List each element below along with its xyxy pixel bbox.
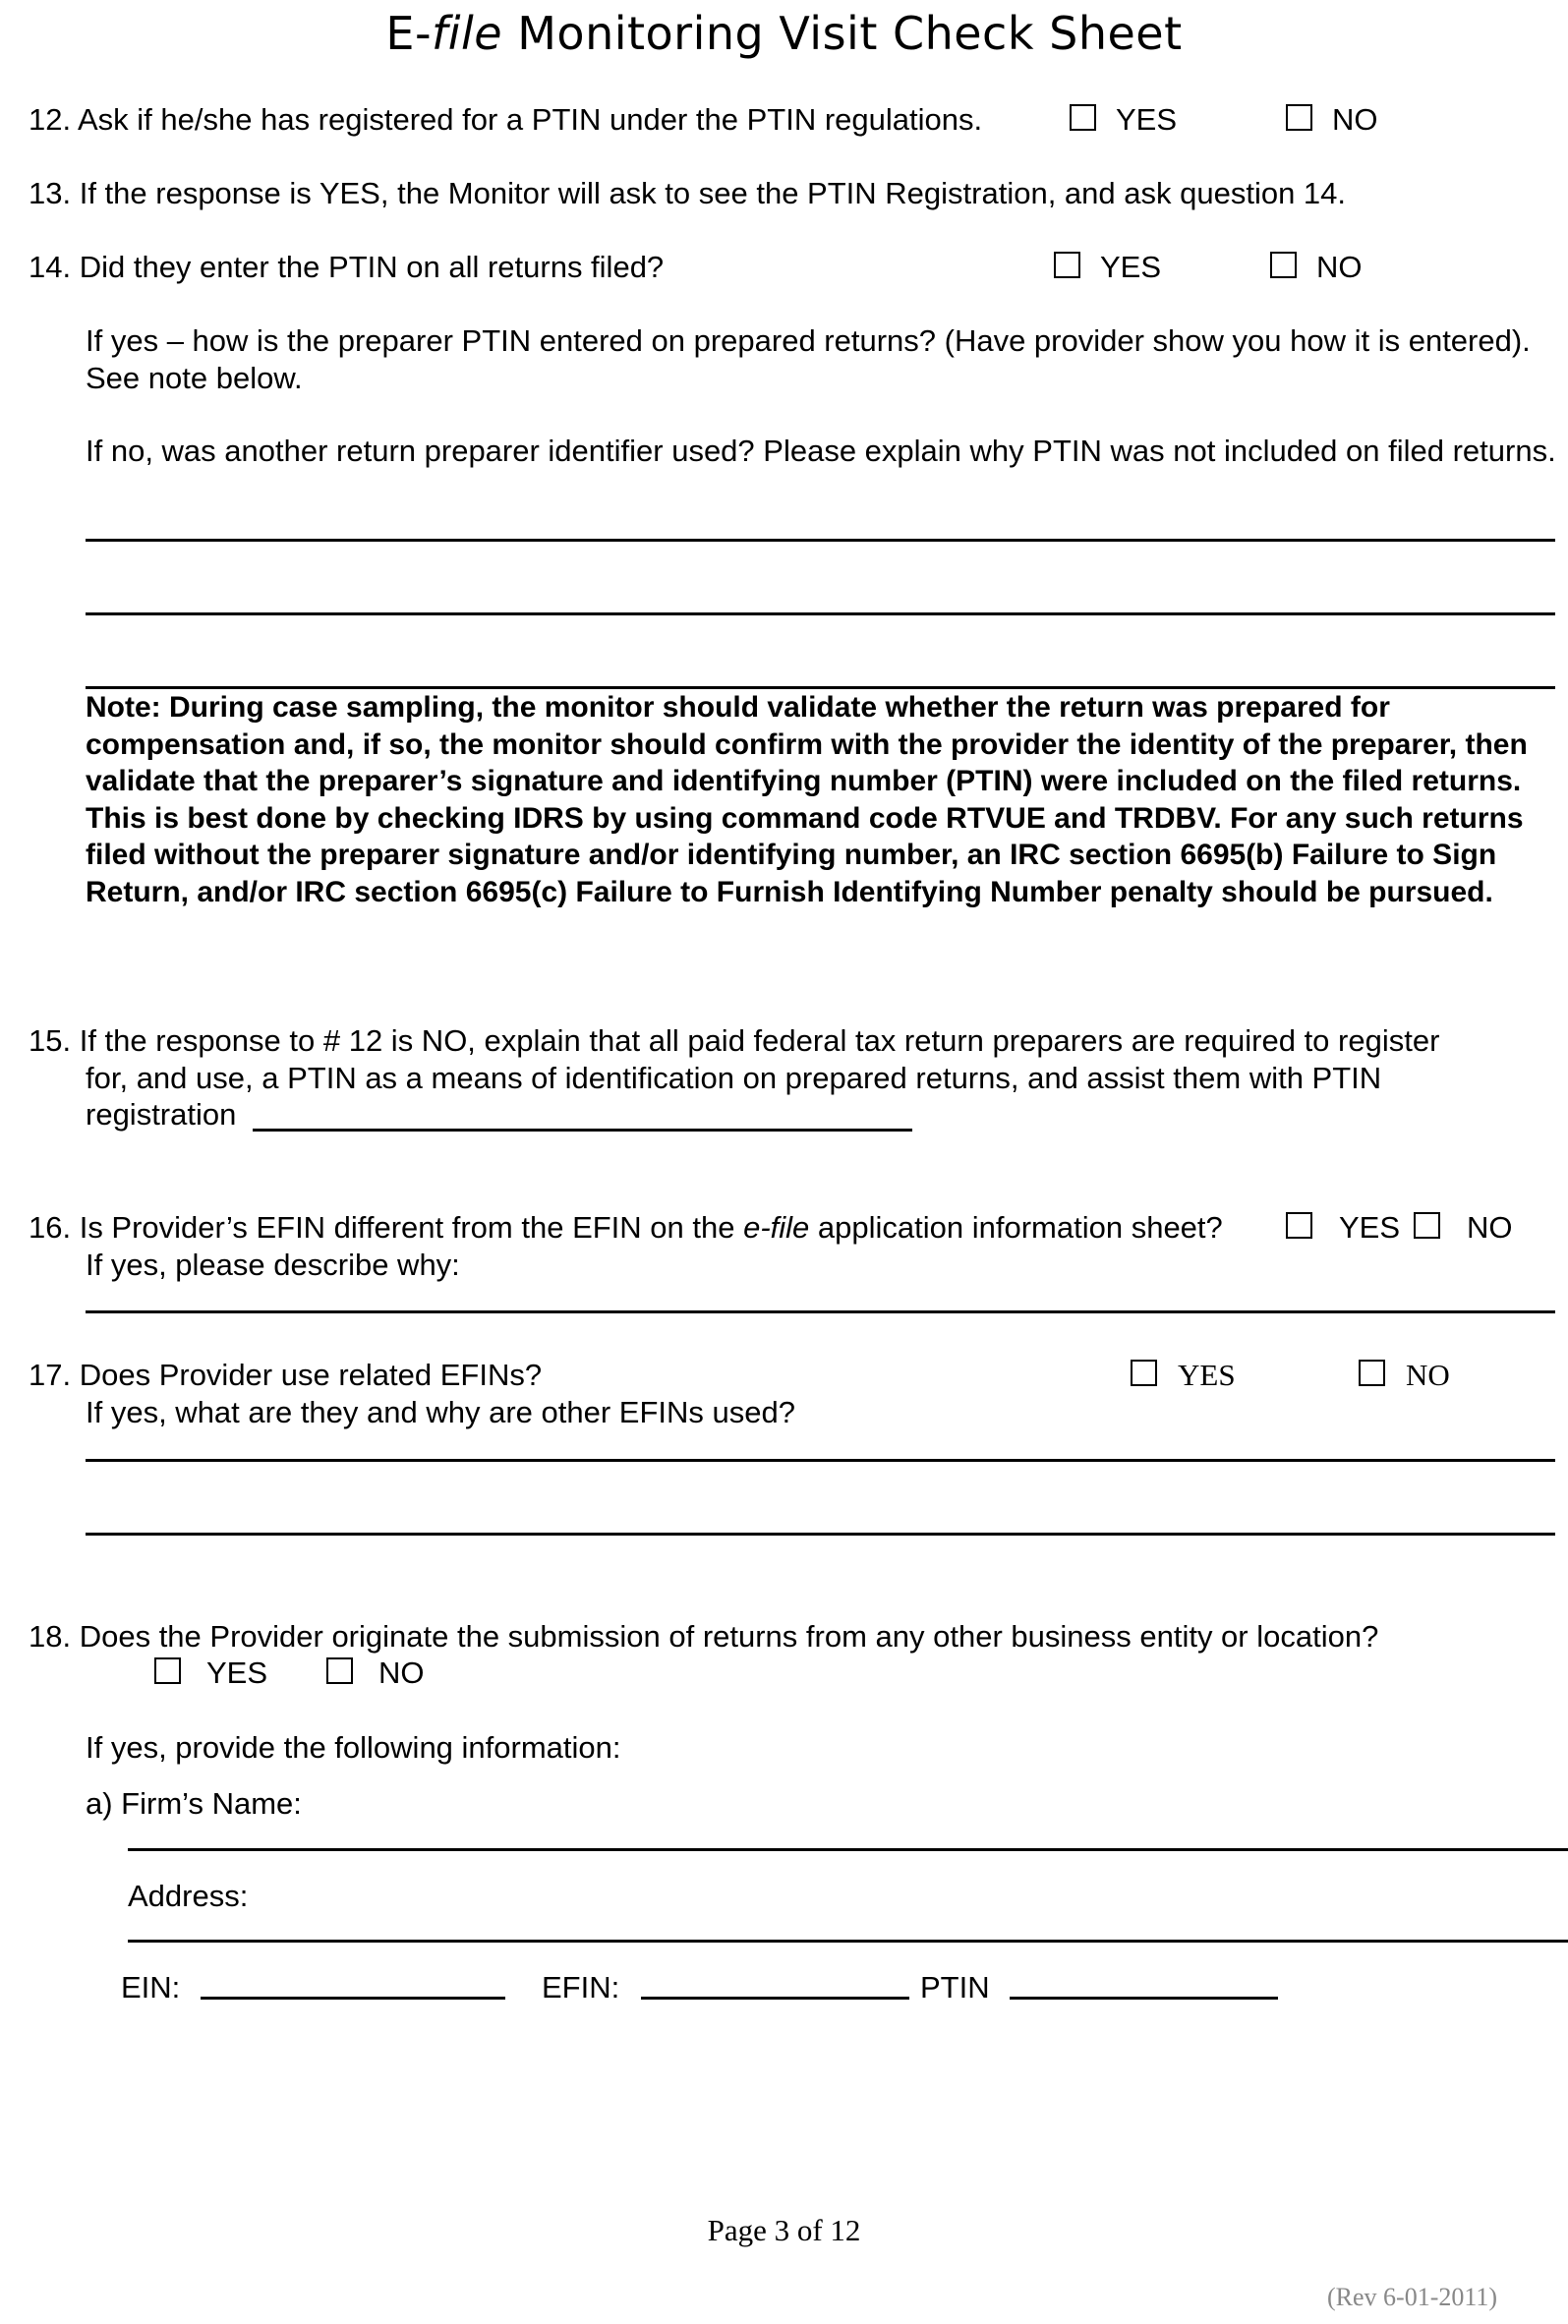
q15-registration-line[interactable]: [253, 1129, 912, 1132]
page-number: Page 3 of 12: [707, 2213, 861, 2247]
q14-answer-line-1[interactable]: [86, 539, 1555, 542]
firm-name-label: a) Firm’s Name:: [86, 1786, 302, 1821]
question-15-line-1: 15. If the response to # 12 is NO, explain that all paid federal tax return preparers are required to register: [29, 1023, 1440, 1058]
question-12-text: 12. Ask if he/she has registered for a PTIN under the PTIN regulations.: [29, 102, 983, 137]
q17-yes-label: YES: [1178, 1358, 1236, 1392]
q18-yes-checkbox[interactable]: [154, 1657, 181, 1684]
q14-yes-label: YES: [1100, 250, 1162, 284]
q14-no-checkbox[interactable]: [1270, 252, 1297, 278]
firm-name-line[interactable]: [128, 1848, 1568, 1851]
q12-no-label: NO: [1332, 102, 1378, 137]
q17-no-label: NO: [1406, 1358, 1450, 1392]
q14-yes-checkbox[interactable]: [1054, 252, 1080, 278]
q17-yes-checkbox[interactable]: [1131, 1360, 1157, 1386]
q14-answer-line-2[interactable]: [86, 612, 1555, 615]
q12-no-checkbox[interactable]: [1286, 104, 1312, 131]
question-16-text: 16. Is Provider’s EFIN different from the EFIN on the e-file application information sheet?: [29, 1210, 1223, 1245]
q18-sub-text: If yes, provide the following information:: [86, 1730, 621, 1765]
q18-no-checkbox[interactable]: [326, 1657, 353, 1684]
ptin-line[interactable]: [1010, 1997, 1278, 2000]
q16-sub-text: If yes, please describe why:: [86, 1248, 460, 1282]
q17-answer-line-1[interactable]: [86, 1459, 1555, 1462]
q18-yes-label: YES: [206, 1656, 268, 1690]
ein-label: EIN:: [121, 1970, 181, 2004]
q16-answer-line[interactable]: [86, 1310, 1555, 1313]
efin-label: EFIN:: [542, 1970, 620, 2004]
q14-no-label: NO: [1316, 250, 1363, 284]
q16-yes-checkbox[interactable]: [1286, 1212, 1312, 1239]
efin-line[interactable]: [641, 1997, 909, 2000]
ein-line[interactable]: [201, 1997, 505, 2000]
question-15-line-3: registration: [86, 1097, 237, 1132]
q16-no-checkbox[interactable]: [1414, 1212, 1440, 1239]
question-14-text: 14. Did they enter the PTIN on all returns filed?: [29, 250, 665, 284]
question-18-text: 18. Does the Provider originate the submission of returns from any other business entity or location?: [29, 1619, 1379, 1654]
q17-answer-line-2[interactable]: [86, 1533, 1555, 1536]
question-17-text: 17. Does Provider use related EFINs?: [29, 1358, 543, 1392]
q16-yes-label: YES: [1339, 1210, 1401, 1245]
ptin-label: PTIN: [920, 1970, 990, 2004]
address-line[interactable]: [128, 1940, 1568, 1943]
revision-date: (Rev 6-01-2011): [1327, 2283, 1498, 2311]
q17-no-checkbox[interactable]: [1359, 1360, 1385, 1386]
q17-sub-text: If yes, what are they and why are other EFINs used?: [86, 1395, 795, 1429]
q14-if-yes-text: If yes – how is the preparer PTIN entered on prepared returns? (Have provider show you how it is entered). See note below.: [86, 323, 1531, 395]
q12-yes-label: YES: [1116, 102, 1178, 137]
address-label: Address:: [128, 1879, 249, 1913]
case-sampling-note: Note: During case sampling, the monitor should validate whether the return was prepared for compensation and, if so, the monitor should confirm with the provider the identity of the preparer, then validate that the preparer’s signature and identifying number (PTIN) were included on the filed returns. This is best done by checking IDRS by using command code RTVUE and TRDBV. For any such returns filed without the preparer signature and/or identifying number, an IRC section 6695(b) Failure to Sign Return, and/or IRC section 6695(c) Failure to Furnish Identifying Number penalty should be pursued.: [86, 691, 1528, 908]
q18-no-label: NO: [378, 1656, 425, 1690]
question-15-line-2: for, and use, a PTIN as a means of identification on prepared returns, and assist them with PTIN: [86, 1061, 1382, 1095]
q12-yes-checkbox[interactable]: [1070, 104, 1096, 131]
q14-if-no-text: If no, was another return preparer identifier used? Please explain why PTIN was not included on filed returns.: [86, 434, 1556, 468]
question-13-text: 13. If the response is YES, the Monitor will ask to see the PTIN Registration, and ask question 14.: [29, 176, 1347, 210]
document-title: E-file Monitoring Visit Check Sheet: [385, 7, 1183, 60]
q16-no-label: NO: [1467, 1210, 1513, 1245]
